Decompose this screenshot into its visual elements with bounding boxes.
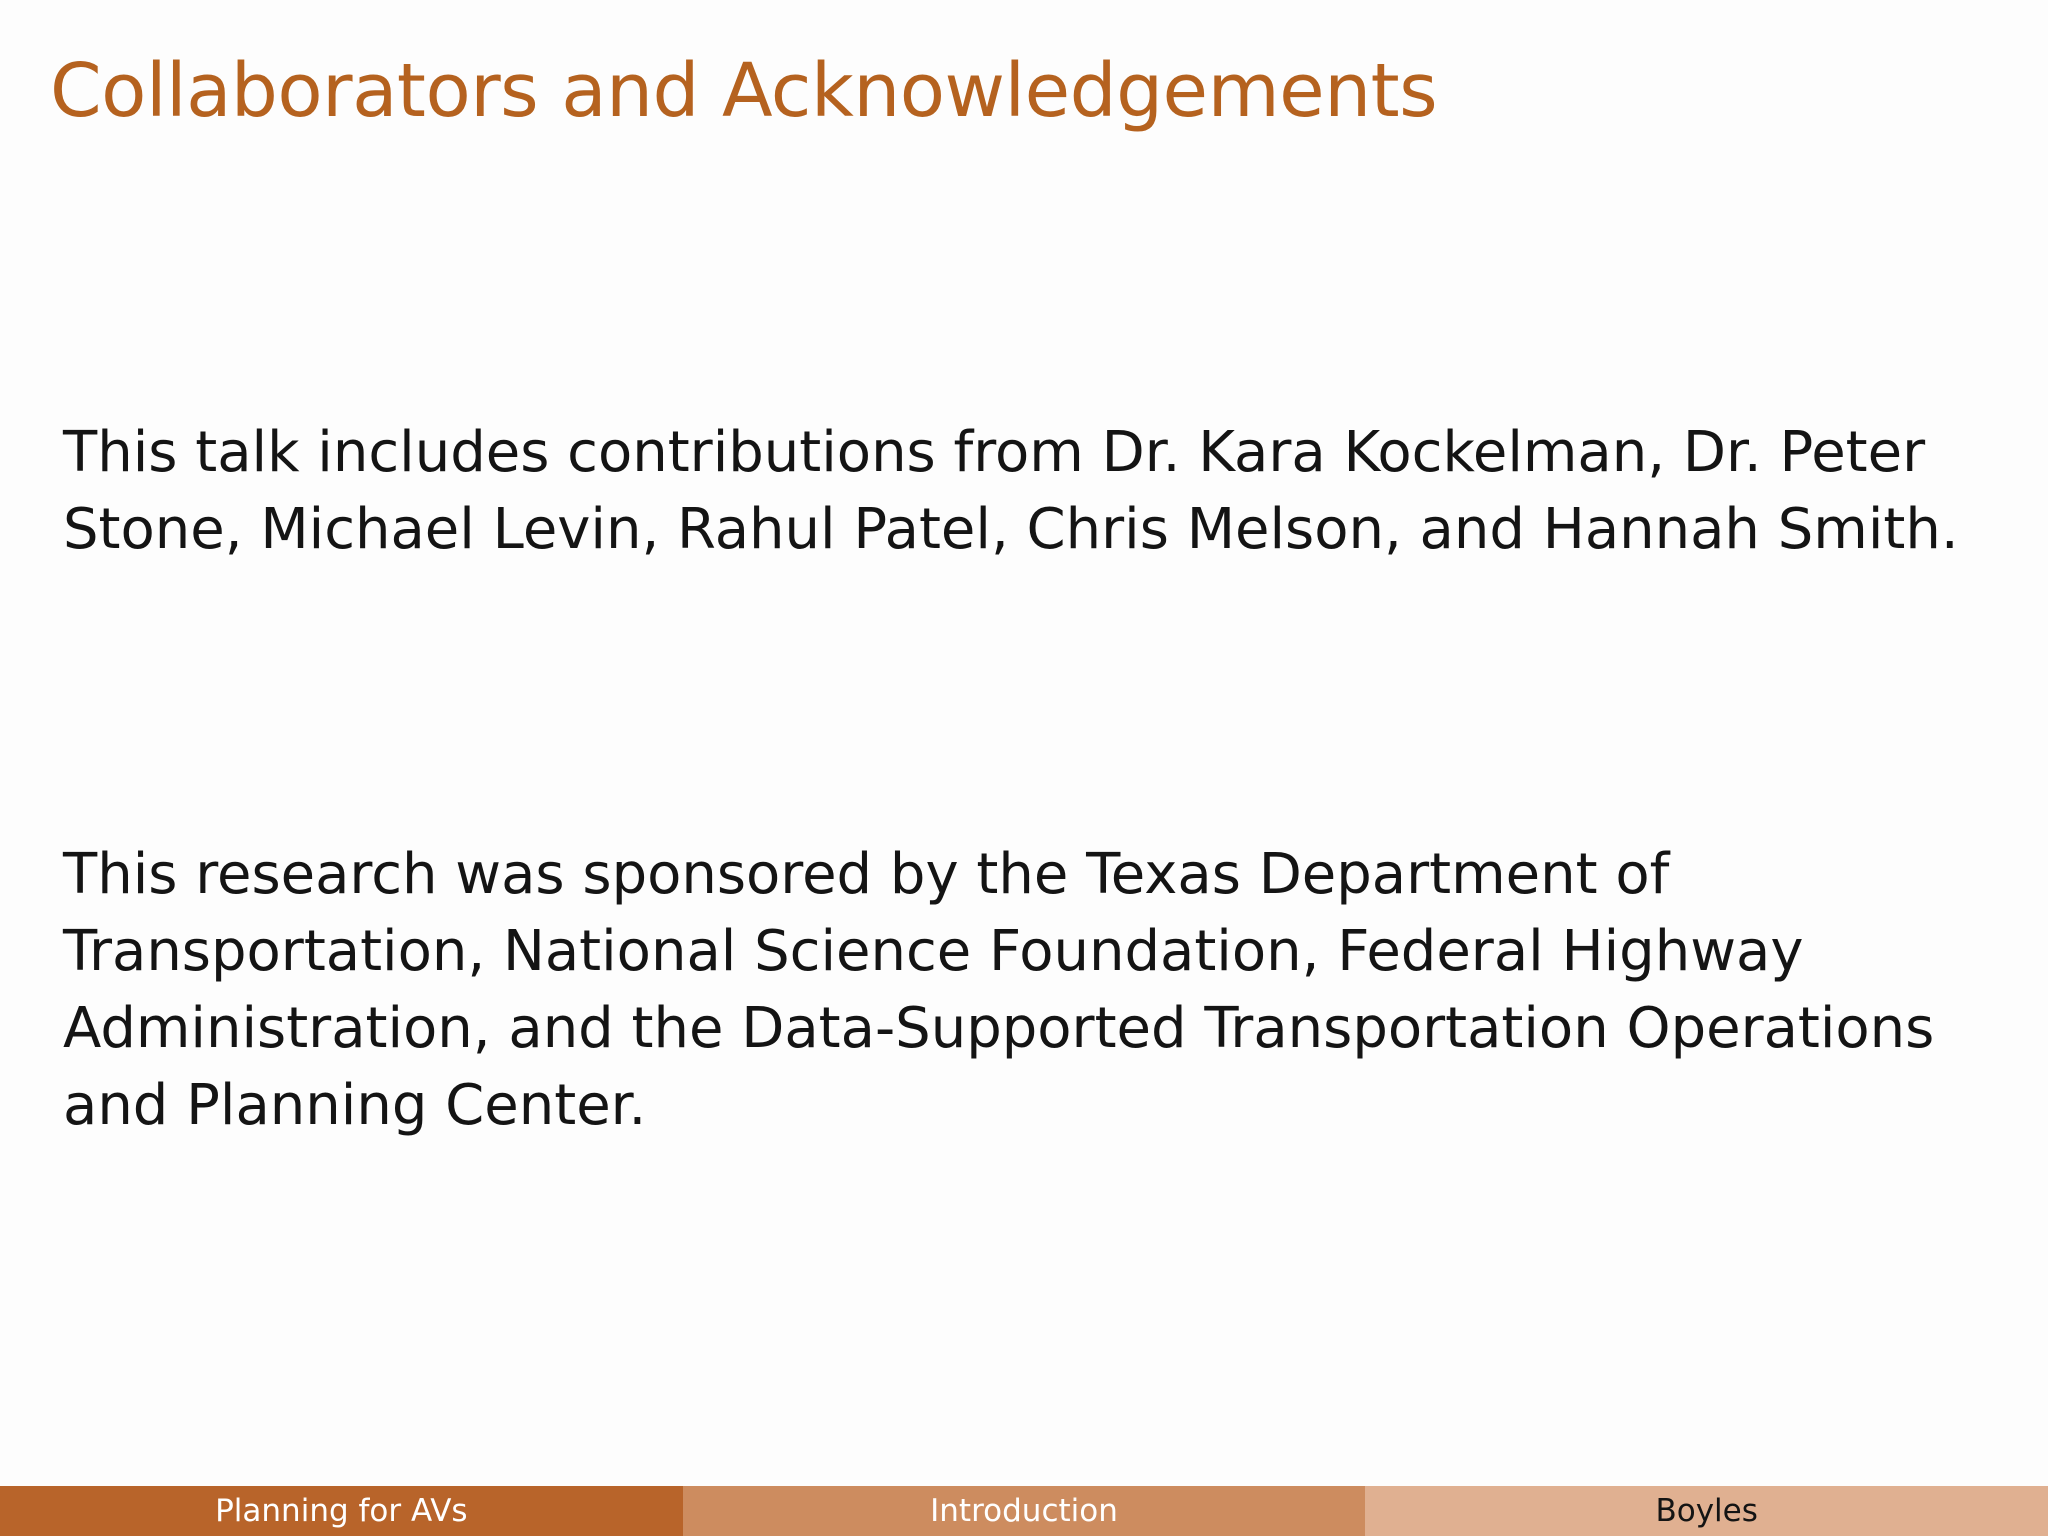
footer-author: Boyles (1365, 1486, 2048, 1536)
footer-bar (0, 1486, 2048, 1536)
sponsors-paragraph: This research was sponsored by the Texas Department of Transportation, National Science Foundation, Federal Highway Administration, and the Data-Supported Transportation Operations and Planning Center. (63, 842, 1935, 1138)
contributors-paragraph: This talk includes contributions from Dr. Kara Kockelman, Dr. Peter Stone, Michael Levin, Rahul Patel, Chris Melson, and Hannah Smith. (63, 420, 1959, 562)
slide-title: Collaborators and Acknowledgements (50, 48, 1438, 134)
footer-talk-title: Planning for AVs (0, 1486, 683, 1536)
footer-section: Introduction (683, 1486, 1366, 1536)
